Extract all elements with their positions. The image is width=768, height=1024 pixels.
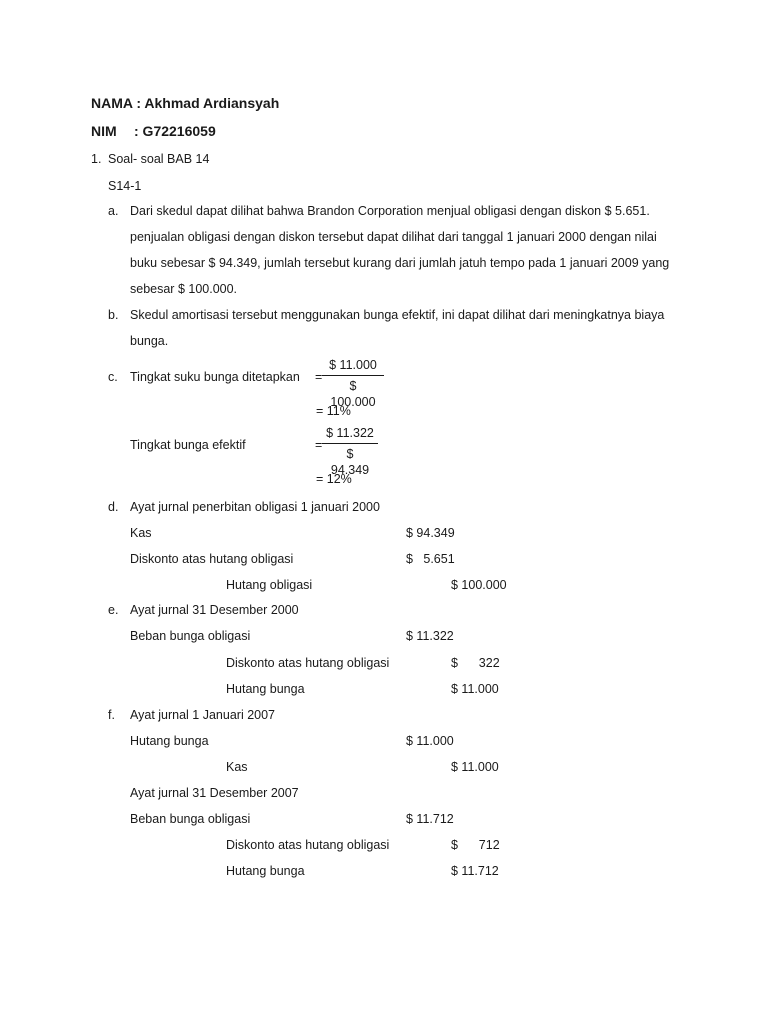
effective-rate-label: Tingkat bunga efektif [130,438,246,452]
journal-account: Hutang bunga [130,734,209,748]
stated-rate-label: Tingkat suku bunga ditetapkan [130,370,300,384]
item-e-title: Ayat jurnal 31 Desember 2000 [130,603,299,617]
item-b-line-1: Skedul amortisasi tersebut menggunakan bunga efektif, ini dapat dilihat dari meningkatnya biaya [130,308,665,322]
item-f-marker: f. [108,708,115,722]
effective-rate-numerator: $ 11.322 [326,426,374,440]
item-a-line-2: penjualan obligasi dengan diskon tersebut dapat dilihat dari tanggal 1 januari 2000 dengan nilai [130,230,657,244]
item-b-marker: b. [108,308,119,322]
journal-account: Diskonto atas hutang obligasi [130,552,294,566]
journal-credit: $ 11.712 [451,864,499,878]
journal-debit: $ 11.712 [406,812,454,826]
journal-account: Beban bunga obligasi [130,812,251,826]
sub-question: S14-1 [108,179,142,193]
nim-label: NIM [91,123,117,139]
nim-value: : G72216059 [134,123,216,139]
item-d-marker: d. [108,500,119,514]
item-d-title: Ayat jurnal penerbitan obligasi 1 januari 2000 [130,500,380,514]
stated-rate-result: = 11% [316,404,351,418]
item-f-title: Ayat jurnal 1 Januari 2007 [130,708,276,722]
journal-account: Kas [130,526,152,540]
journal-account: Beban bunga obligasi [130,629,251,643]
item-a-marker: a. [108,204,119,218]
item-c-marker: c. [108,370,118,384]
effective-rate-result: = 12% [316,472,352,486]
journal-credit: $ 712 [451,838,500,852]
effective-rate-denominator: $ 94.349 [330,447,370,477]
item-a-line-4: sebesar $ 100.000. [130,282,238,296]
item-b-line-2: bunga. [130,334,169,348]
journal-account: Hutang bunga [226,682,305,696]
item-f-title-2: Ayat jurnal 31 Desember 2007 [130,786,299,800]
section-number: 1. [91,152,102,166]
journal-credit: $ 322 [451,656,500,670]
section-title: Soal- soal BAB 14 [108,152,210,166]
journal-debit: $ 94.349 [406,526,455,540]
journal-account: Hutang obligasi [226,578,313,592]
journal-account: Hutang bunga [226,864,305,878]
stated-rate-denominator: $ 100.000 [330,379,376,409]
journal-debit: $ 11.322 [406,629,454,643]
item-e-marker: e. [108,603,119,617]
stated-rate-equals: = [315,370,323,384]
journal-debit: $ 5.651 [406,552,455,566]
effective-rate-equals: = [315,438,323,452]
name-line: NAMA : Akhmad Ardiansyah [91,95,280,111]
item-a-line-3: buku sebesar $ 94.349, jumlah tersebut kurang dari jumlah jatuh tempo pada 1 januari 2009 yang [130,256,670,270]
journal-credit: $ 11.000 [451,760,499,774]
journal-credit: $ 100.000 [451,578,507,592]
journal-credit: $ 11.000 [451,682,499,696]
item-a-line-1: Dari skedul dapat dilihat bahwa Brandon Corporation menjual obligasi dengan diskon $ 5.651. [130,204,650,218]
journal-account: Diskonto atas hutang obligasi [226,838,390,852]
journal-debit: $ 11.000 [406,734,454,748]
journal-account: Diskonto atas hutang obligasi [226,656,390,670]
journal-account: Kas [226,760,248,774]
stated-rate-numerator: $ 11.000 [329,358,377,372]
